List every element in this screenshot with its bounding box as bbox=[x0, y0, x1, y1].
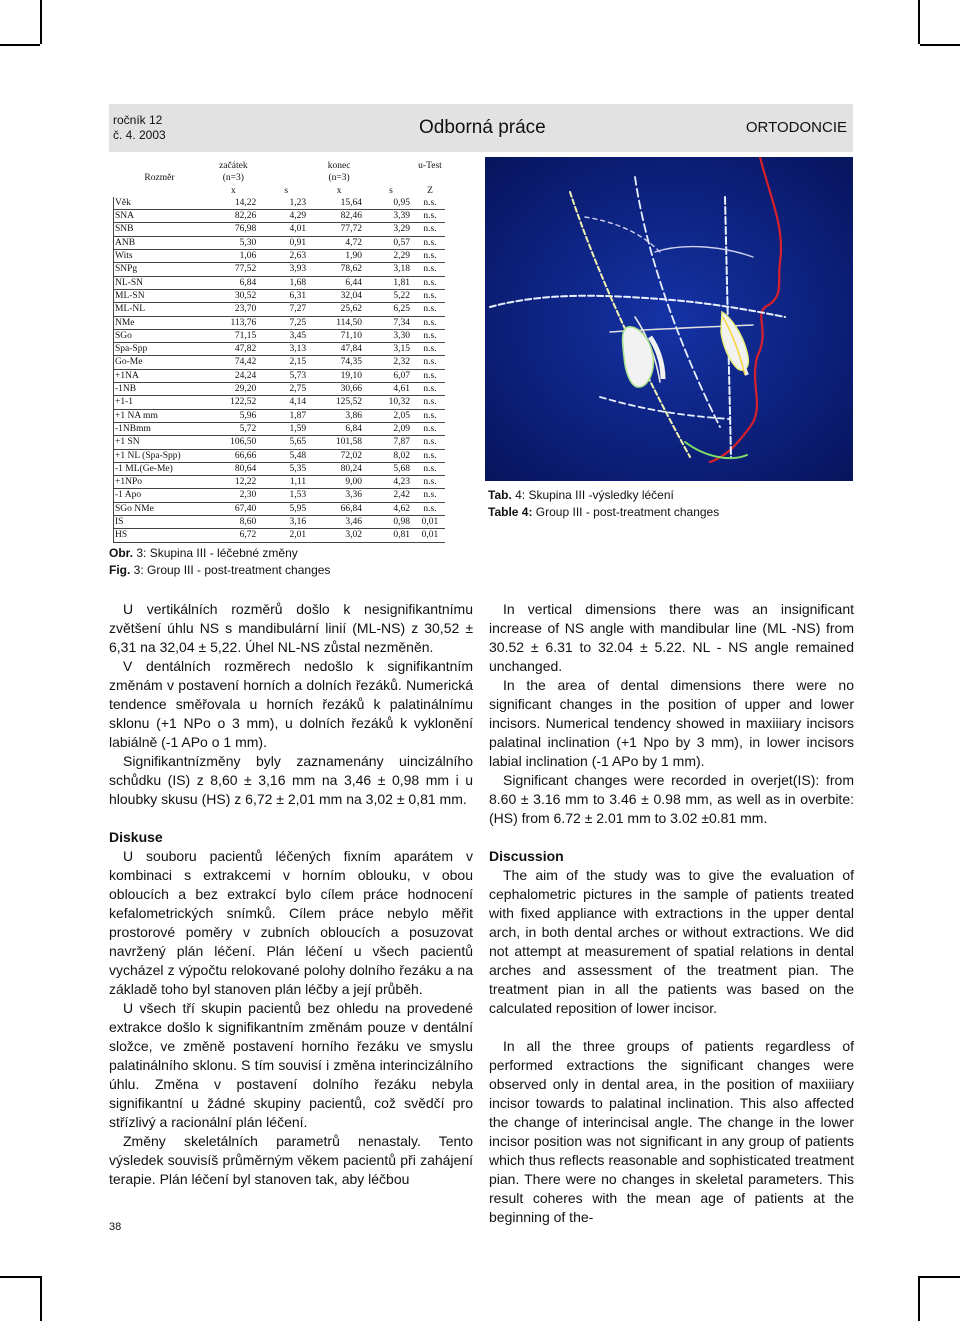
table-cell: 106,50 bbox=[205, 436, 261, 449]
table-cell: 71,15 bbox=[205, 329, 261, 342]
results-table bbox=[113, 160, 445, 543]
table-header-cell bbox=[261, 160, 311, 172]
table-cell: n.s. bbox=[415, 409, 445, 422]
table-header-row bbox=[114, 172, 446, 184]
table-cell: 25,62 bbox=[311, 303, 367, 316]
table-header-cell: u-Test bbox=[418, 161, 442, 171]
section-heading: Discussion bbox=[489, 848, 564, 864]
paragraph: In the area of dental dimensions there were no significant changes in the position of upper and lower incisors. Numerical tendency showed in maxiiiary incisors palatinal inclination (+1 Npo by 3 mm), in lower incisors labial inclination (-1 APo by 1 mm). bbox=[489, 677, 854, 769]
table-cell: 2,75 bbox=[261, 383, 311, 396]
table-row bbox=[114, 263, 446, 276]
figure-caption-en-prefix: Fig. bbox=[109, 563, 131, 577]
table-cell: 47,82 bbox=[205, 343, 261, 356]
table-cell: 5,22 bbox=[367, 289, 415, 302]
row-label: HS bbox=[114, 529, 206, 542]
tracing-drawing bbox=[485, 157, 853, 481]
row-label: -1NB bbox=[114, 383, 206, 396]
row-label: -1 Apo bbox=[114, 489, 206, 502]
table-row bbox=[114, 462, 446, 475]
table-caption-en-text: Group III - post-treatment changes bbox=[532, 505, 720, 519]
table-cell: n.s. bbox=[415, 197, 445, 210]
table-caption-cz-text: 4: Skupina III -výsledky léčení bbox=[511, 488, 674, 502]
table-cell: 5,30 bbox=[205, 236, 261, 249]
table-cell: 3,46 bbox=[311, 516, 367, 529]
table-cell: 1,11 bbox=[261, 476, 311, 489]
table-cell: 1,68 bbox=[261, 276, 311, 289]
table-cell: 5,68 bbox=[367, 462, 415, 475]
row-label: Věk bbox=[114, 197, 206, 210]
row-label: SNPg bbox=[114, 263, 206, 276]
table-cell: 3,13 bbox=[261, 343, 311, 356]
row-label: SGo bbox=[114, 329, 206, 342]
table-cell: 2,42 bbox=[367, 489, 415, 502]
table-row bbox=[114, 343, 446, 356]
table-header-cell bbox=[367, 160, 415, 172]
table-cell: 74,35 bbox=[311, 356, 367, 369]
table-cell: 2,05 bbox=[367, 409, 415, 422]
table-cell: 4,62 bbox=[367, 502, 415, 515]
table-cell: 122,52 bbox=[205, 396, 261, 409]
table-cell: 3,93 bbox=[261, 263, 311, 276]
table-cell: 3,16 bbox=[261, 516, 311, 529]
table-cell: 19,10 bbox=[311, 369, 367, 382]
table-cell: 7,87 bbox=[367, 436, 415, 449]
table-row bbox=[114, 449, 446, 462]
row-label: NMe bbox=[114, 316, 206, 329]
table-cell: 0,01 bbox=[415, 529, 445, 542]
row-label: +1NPo bbox=[114, 476, 206, 489]
table-cell: 74,42 bbox=[205, 356, 261, 369]
table-cell: 2,32 bbox=[367, 356, 415, 369]
crop-mark bbox=[920, 1276, 960, 1278]
table-cell: 0,01 bbox=[415, 516, 445, 529]
table-cell: 5,65 bbox=[261, 436, 311, 449]
table-row bbox=[114, 303, 446, 316]
row-label: +1NA bbox=[114, 369, 206, 382]
table-cell: 4,72 bbox=[311, 236, 367, 249]
english-column bbox=[489, 600, 854, 1227]
czech-column bbox=[109, 600, 473, 1189]
row-label: ML-NL bbox=[114, 303, 206, 316]
table-cell: n.s. bbox=[415, 383, 445, 396]
table-cell: 3,15 bbox=[367, 343, 415, 356]
table-cell: 2,30 bbox=[205, 489, 261, 502]
table-header-cell: Z bbox=[427, 185, 433, 196]
table-cell: n.s. bbox=[415, 276, 445, 289]
table-cell: n.s. bbox=[415, 436, 445, 449]
table-cell: 32,04 bbox=[311, 289, 367, 302]
table-header-cell bbox=[367, 172, 415, 184]
table-cell: 0,81 bbox=[367, 529, 415, 542]
table-cell: 29,20 bbox=[205, 383, 261, 396]
table-cell: 114,50 bbox=[311, 316, 367, 329]
table-cell: 23,70 bbox=[205, 303, 261, 316]
table-cell: n.s. bbox=[415, 462, 445, 475]
table-header-cell: s bbox=[389, 185, 393, 196]
table-cell: 1,06 bbox=[205, 250, 261, 263]
table-cell: 6,07 bbox=[367, 369, 415, 382]
table-caption-cz bbox=[488, 487, 719, 504]
paragraph: U souboru pacientů léčených fixním aparátem v kombinaci s extrakcemi v horním oblouku, v obou obloucích a bez extrakcí bylo cílem práce hodnocení kefalometrických snímků. Cílem práce nebylo měřit prostorové poměry v zubních obloucích a posuzovat navržený plán léčení. Plán léčení u všech pacientů vycházel z výpočtu relokované polohy dolního řezáku a na základě toho byl stanoven plán léčby a její průběh. bbox=[109, 848, 473, 997]
table-row bbox=[114, 516, 446, 529]
table-caption bbox=[488, 487, 719, 521]
table-caption-en-prefix: Table 4: bbox=[488, 505, 533, 519]
table-cell: 4,23 bbox=[367, 476, 415, 489]
table-cell: 76,98 bbox=[205, 223, 261, 236]
paragraph: V dentálních rozměrech nedošlo k signifikantním změnám v postavení horních a dolních řezáků. Numerická tendence směřovala u horních řezáků k palatinálnímu sklonu (+1 NPo o 3 mm), u dolních řezáků k vyklonění labiálně (-1 APo o 1 mm). bbox=[109, 658, 473, 750]
table-cell: 0,98 bbox=[367, 516, 415, 529]
table-header-cell: (n=3) bbox=[328, 173, 350, 184]
table-cell: 30,66 bbox=[311, 383, 367, 396]
table-cell: 5,95 bbox=[261, 502, 311, 515]
table-cell: 4,14 bbox=[261, 396, 311, 409]
row-label: +1-1 bbox=[114, 396, 206, 409]
table-cell: 3,39 bbox=[367, 210, 415, 223]
row-label: IS bbox=[114, 516, 206, 529]
table-cell: 66,66 bbox=[205, 449, 261, 462]
table-cell: 5,48 bbox=[261, 449, 311, 462]
table-cell: n.s. bbox=[415, 422, 445, 435]
table-cell: n.s. bbox=[415, 343, 445, 356]
figure-caption-cz bbox=[109, 545, 330, 562]
table-cell: 8,60 bbox=[205, 516, 261, 529]
row-label: ANB bbox=[114, 236, 206, 249]
table-row bbox=[114, 250, 446, 263]
table-cell: 5,96 bbox=[205, 409, 261, 422]
table-header-cell bbox=[114, 160, 206, 172]
table-cell: n.s. bbox=[415, 303, 445, 316]
table-header-cell: (n=3) bbox=[222, 173, 244, 184]
crop-mark bbox=[40, 1276, 42, 1321]
table-header-cell: začátek bbox=[219, 161, 248, 171]
table-cell: n.s. bbox=[415, 369, 445, 382]
table-row bbox=[114, 210, 446, 223]
table-cell: 77,72 bbox=[311, 223, 367, 236]
row-label: ML-SN bbox=[114, 289, 206, 302]
row-label: -1NBmm bbox=[114, 422, 206, 435]
row-label: SNA bbox=[114, 210, 206, 223]
row-label: +1 NL (Spa-Spp) bbox=[114, 449, 206, 462]
crop-mark bbox=[0, 1276, 40, 1278]
table-header-row bbox=[114, 160, 446, 172]
table-header-row bbox=[114, 185, 446, 197]
table-cell: 9,00 bbox=[311, 476, 367, 489]
figure-caption bbox=[109, 545, 330, 579]
table-cell: n.s. bbox=[415, 210, 445, 223]
row-label: Spa-Spp bbox=[114, 343, 206, 356]
table-cell: 12,22 bbox=[205, 476, 261, 489]
table-cell: 1,90 bbox=[311, 250, 367, 263]
table-cell: 8,02 bbox=[367, 449, 415, 462]
table-cell: 4,01 bbox=[261, 223, 311, 236]
table-cell: 101,58 bbox=[311, 436, 367, 449]
table-row bbox=[114, 316, 446, 329]
section-heading: Diskuse bbox=[109, 829, 163, 845]
table-cell: 10,32 bbox=[367, 396, 415, 409]
table-row bbox=[114, 409, 446, 422]
table-row bbox=[114, 223, 446, 236]
table-row bbox=[114, 289, 446, 302]
table-cell: 80,24 bbox=[311, 462, 367, 475]
paragraph: The aim of the study was to give the evaluation of cephalometric pictures in the sample of patients treated with fixed appliance with extractions in the upper dental arch, in both dental arches or without extractions. We did not attempt at measurement of spatial relations in dental arches and assessment of the treatment pian. The treatment pian in all the patients was based on the calculated reposition of lower incisor. bbox=[489, 867, 854, 1016]
table-cell: 3,45 bbox=[261, 329, 311, 342]
table-cell: 0,57 bbox=[367, 236, 415, 249]
section-name: ORTODONCIE bbox=[745, 119, 847, 136]
paragraph: In all the three groups of patients regardless of performed extractions the significant changes were observed only in dental area, in the position of maxiiiary incisor towards to palatinal inclination. This also affected the change of interincisal angle. The change in the lower incisor position was not significant in any group of patients which thus reflects reasonable and sophisticated treatment pian. There were no changes in skeletal parameters. This result coheres with the mean age of patients at the beginning of the- bbox=[489, 1038, 854, 1225]
table-cell: 14,22 bbox=[205, 197, 261, 210]
row-label: SGo NMe bbox=[114, 502, 206, 515]
page-number: 38 bbox=[109, 1221, 122, 1233]
table-row bbox=[114, 369, 446, 382]
table-header-cell: konec bbox=[327, 161, 351, 171]
table-cell: n.s. bbox=[415, 502, 445, 515]
table-cell: 6,84 bbox=[205, 276, 261, 289]
table-cell: n.s. bbox=[415, 263, 445, 276]
row-label: +1 SN bbox=[114, 436, 206, 449]
table-cell: 6,84 bbox=[311, 422, 367, 435]
table-cell: 1,87 bbox=[261, 409, 311, 422]
table-cell: 1,81 bbox=[367, 276, 415, 289]
table-cell: 82,26 bbox=[205, 210, 261, 223]
table-cell: n.s. bbox=[415, 449, 445, 462]
table-cell: n.s. bbox=[415, 316, 445, 329]
table-cell: 0,95 bbox=[367, 197, 415, 210]
table-cell: 2,01 bbox=[261, 529, 311, 542]
crop-mark bbox=[918, 0, 920, 44]
journal-header bbox=[109, 104, 853, 152]
table-cell: 30,52 bbox=[205, 289, 261, 302]
table-row bbox=[114, 329, 446, 342]
table-row bbox=[114, 476, 446, 489]
table-cell: 7,27 bbox=[261, 303, 311, 316]
table-cell: 5,35 bbox=[261, 462, 311, 475]
table-cell: 77,52 bbox=[205, 263, 261, 276]
row-label: SNB bbox=[114, 223, 206, 236]
paragraph: Změny skeletálních parametrů nenastaly. Tento výsledek souvisíš průměrným věkem pacientů při zahájení terapie. Plán léčení byl stanoven tak, aby léčbou bbox=[109, 1133, 473, 1187]
table-cell: 125,52 bbox=[311, 396, 367, 409]
paragraph: In vertical dimensions there was an insignificant increase of NS angle with mandibular line (ML -NS) from 30.52 ± 6.31 to 32.04 ± 5.22. NL - NS angle remained unchanged. bbox=[489, 601, 854, 674]
figure-caption-cz-text: 3: Skupina III - léčebné změny bbox=[133, 546, 298, 560]
table-cell: n.s. bbox=[415, 489, 445, 502]
table-cell: 2,15 bbox=[261, 356, 311, 369]
row-label: Go-Me bbox=[114, 356, 206, 369]
table-cell: 113,76 bbox=[205, 316, 261, 329]
table-cell: 2,29 bbox=[367, 250, 415, 263]
figure-caption-cz-prefix: Obr. bbox=[109, 546, 134, 560]
table-caption-en bbox=[488, 504, 719, 521]
table-cell: 2,09 bbox=[367, 422, 415, 435]
table-cell: 4,61 bbox=[367, 383, 415, 396]
table-cell: 15,64 bbox=[311, 197, 367, 210]
table-row bbox=[114, 422, 446, 435]
figure-caption-en bbox=[109, 562, 330, 579]
table-cell: 6,44 bbox=[311, 276, 367, 289]
figure-caption-en-text: 3: Group III - post-treatment changes bbox=[130, 563, 331, 577]
table-cell: 6,72 bbox=[205, 529, 261, 542]
table-cell: 3,30 bbox=[367, 329, 415, 342]
row-label: NL-SN bbox=[114, 276, 206, 289]
row-label: -1 ML(Ge-Me) bbox=[114, 462, 206, 475]
table-row bbox=[114, 383, 446, 396]
crop-mark bbox=[918, 1276, 920, 1321]
table-cell: 1,59 bbox=[261, 422, 311, 435]
table-header-cell: x bbox=[336, 185, 342, 196]
table-cell: n.s. bbox=[415, 396, 445, 409]
crop-mark bbox=[920, 44, 960, 46]
table-cell: n.s. bbox=[415, 329, 445, 342]
table-header-cell bbox=[261, 172, 311, 184]
table-cell: 66,84 bbox=[311, 502, 367, 515]
table-cell: 47,84 bbox=[311, 343, 367, 356]
table-cell: 72,02 bbox=[311, 449, 367, 462]
cephalometric-tracing-image bbox=[485, 157, 853, 481]
table-cell: n.s. bbox=[415, 236, 445, 249]
table-cell: 6,25 bbox=[367, 303, 415, 316]
table-cell: n.s. bbox=[415, 289, 445, 302]
table-row bbox=[114, 197, 446, 210]
table-row bbox=[114, 502, 446, 515]
paragraph: U vertikálních rozměrů došlo k nesignifikantnímu zvětšení úhlu NS s mandibulární linií (ML-NS) z 30,52 ± 6,31 na 32,04 ± 5,22. Úhel NL-NS zůstal nezměněn. bbox=[109, 601, 473, 655]
table-cell: 7,25 bbox=[261, 316, 311, 329]
volume-info bbox=[113, 113, 166, 143]
table-cell: 78,62 bbox=[311, 263, 367, 276]
table-row bbox=[114, 489, 446, 502]
header-title: Odborná práce bbox=[419, 117, 546, 138]
paragraph: U všech tří skupin pacientů bez ohledu na provedené extrakce došlo k signifikantním změnám pouze v dentální složce, ve změně postavení horního řezáku ve smyslu palatinálního sklonu. S tím souvisí i změna interincizálního úhlu. Změna v postavení dolního řezáku nebyla signifikantní u žádné skupiny pacientů, což svědčí pro střízlivý a racionální plán léčení. bbox=[109, 1000, 473, 1130]
table-row bbox=[114, 236, 446, 249]
table-row bbox=[114, 529, 446, 542]
table-cell: n.s. bbox=[415, 223, 445, 236]
table-cell: 3,02 bbox=[311, 529, 367, 542]
table-row bbox=[114, 276, 446, 289]
table-row bbox=[114, 436, 446, 449]
paragraph: Significant changes were recorded in overjet(IS): from 8.60 ± 3.16 mm to 3.46 ± 0.98 mm, as well as in overbite: (HS) from 6.72 ± 2.01 mm to 3.02 ±0.81 mm. bbox=[489, 772, 854, 826]
table-cell: 7,34 bbox=[367, 316, 415, 329]
crop-mark bbox=[0, 44, 40, 46]
table-cell: 67,40 bbox=[205, 502, 261, 515]
table-cell: 6,31 bbox=[261, 289, 311, 302]
table-cell: 3,29 bbox=[367, 223, 415, 236]
table-cell: 4,29 bbox=[261, 210, 311, 223]
table-cell: n.s. bbox=[415, 250, 445, 263]
table-cell: 80,64 bbox=[205, 462, 261, 475]
row-label: Wits bbox=[114, 250, 206, 263]
table-cell: 3,86 bbox=[311, 409, 367, 422]
issue-label: č. 4. 2003 bbox=[113, 128, 166, 142]
table-cell: 1,23 bbox=[261, 197, 311, 210]
paragraph: Signifikantnízměny byly zaznamenány uincizálního schůdku (IS) z 8,60 ± 3,16 mm na 3,46 ± 0,98 mm i u hloubky skusu (HS) z 6,72 ± 2,01 mm na 3,02 ± 0,81 mm. bbox=[109, 753, 473, 807]
table-row bbox=[114, 396, 446, 409]
table-header-cell bbox=[114, 185, 206, 197]
volume-label: ročník 12 bbox=[113, 113, 163, 127]
table-cell: 3,18 bbox=[367, 263, 415, 276]
table-cell: 82,46 bbox=[311, 210, 367, 223]
table-cell: 5,73 bbox=[261, 369, 311, 382]
table-caption-cz-prefix: Tab. bbox=[488, 488, 512, 502]
table-cell: 0,91 bbox=[261, 236, 311, 249]
table-cell: 5,72 bbox=[205, 422, 261, 435]
table-cell: 2,63 bbox=[261, 250, 311, 263]
table-header-cell: s bbox=[284, 185, 289, 196]
table-header-cell: Rozměr bbox=[144, 173, 175, 184]
table-cell: n.s. bbox=[415, 356, 445, 369]
table-cell: 24,24 bbox=[205, 369, 261, 382]
row-label: +1 NA mm bbox=[114, 409, 206, 422]
table-cell: n.s. bbox=[415, 476, 445, 489]
table-cell: 3,36 bbox=[311, 489, 367, 502]
table-cell: 1,53 bbox=[261, 489, 311, 502]
table-header-cell bbox=[415, 172, 445, 184]
table-cell: 71,10 bbox=[311, 329, 367, 342]
table-header-cell: x bbox=[230, 185, 236, 196]
table-row bbox=[114, 356, 446, 369]
crop-mark bbox=[40, 0, 42, 44]
